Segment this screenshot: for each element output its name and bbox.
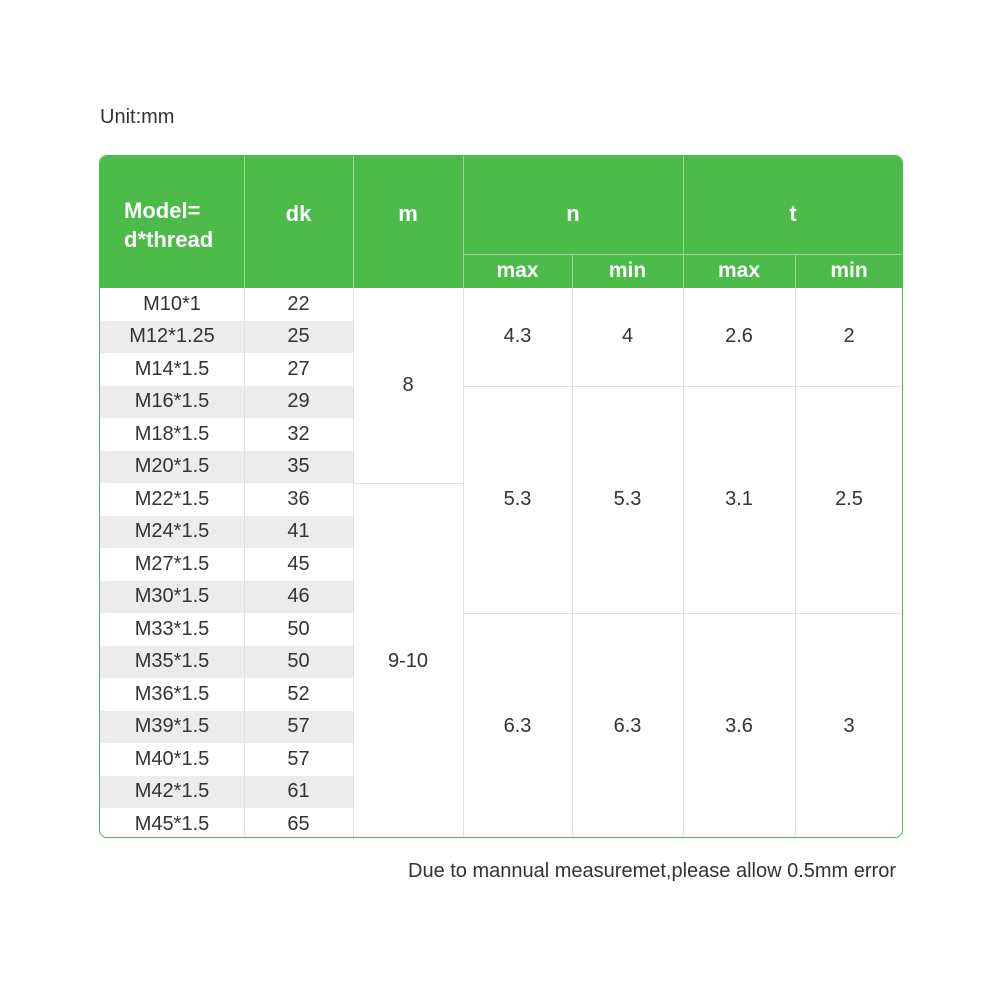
header-n-min: min <box>608 259 647 282</box>
header-model-line2: d*thread <box>124 227 214 252</box>
dk-cell: 32 <box>287 422 310 445</box>
dk-cell: 57 <box>287 747 310 770</box>
footnote: Due to mannual measuremet,please allow 0.5mm error <box>408 860 896 882</box>
dk-cell: 50 <box>287 617 310 640</box>
model-cell: M12*1.25 <box>129 325 215 348</box>
model-cell: M40*1.5 <box>134 747 210 770</box>
t-min-cell: 2.5 <box>835 487 863 510</box>
column-divider <box>572 288 573 838</box>
header-divider <box>463 254 903 255</box>
header-divider <box>244 156 245 288</box>
header-t-min: min <box>830 259 868 282</box>
model-cell: M36*1.5 <box>134 682 210 705</box>
model-cell: M18*1.5 <box>134 422 210 445</box>
header-n: n <box>566 200 580 226</box>
dk-cell: 35 <box>287 455 310 478</box>
model-cell: M30*1.5 <box>134 585 210 608</box>
dk-cell: 52 <box>287 682 310 705</box>
model-cell: M33*1.5 <box>134 617 210 640</box>
m-cell: 8 <box>402 374 414 396</box>
dk-cell: 57 <box>287 715 310 738</box>
dk-cell: 41 <box>287 520 310 543</box>
header-dk: dk <box>285 200 312 226</box>
header-m: m <box>398 200 418 226</box>
unit-label: Unit:mm <box>100 106 175 128</box>
model-cell: M39*1.5 <box>134 715 210 738</box>
spec-table <box>99 155 903 838</box>
model-cell: M20*1.5 <box>134 455 210 478</box>
column-divider <box>353 288 354 838</box>
model-cell: M10*1 <box>143 292 201 315</box>
model-cell: M16*1.5 <box>134 390 210 413</box>
t-max-cell: 2.6 <box>725 325 753 348</box>
dk-cell: 25 <box>287 325 310 348</box>
model-cell: M14*1.5 <box>134 357 210 380</box>
header-t-max: max <box>717 259 761 282</box>
dk-cell: 46 <box>287 585 310 608</box>
header-model-line1: Model= <box>124 198 201 223</box>
t-max-cell: 3.6 <box>725 715 753 738</box>
dk-cell: 50 <box>287 650 310 673</box>
column-divider <box>795 288 796 838</box>
header-t: t <box>789 200 797 226</box>
dk-cell: 45 <box>287 552 310 575</box>
model-cell: M45*1.5 <box>134 812 210 835</box>
header-divider <box>353 156 354 288</box>
header-divider <box>463 156 464 288</box>
model-cell: M24*1.5 <box>134 520 210 543</box>
header-divider <box>795 254 796 288</box>
dk-cell: 65 <box>287 812 310 835</box>
model-cell: M35*1.5 <box>134 650 210 673</box>
header-divider <box>683 156 684 288</box>
m-cell: 9-10 <box>387 650 429 673</box>
dk-cell: 61 <box>287 780 310 803</box>
dk-cell: 36 <box>287 487 310 510</box>
header-divider <box>572 254 573 288</box>
model-cell: M42*1.5 <box>134 780 210 803</box>
n-min-cell: 4 <box>621 325 634 348</box>
n-min-cell: 6.3 <box>613 715 642 738</box>
column-divider <box>463 288 464 838</box>
group-divider <box>353 483 463 484</box>
column-divider <box>244 288 245 838</box>
table-header <box>100 156 902 288</box>
header-n-max: max <box>496 259 539 282</box>
n-max-cell: 5.3 <box>503 487 532 510</box>
dk-cell: 22 <box>287 292 310 315</box>
model-cell: M27*1.5 <box>134 552 210 575</box>
t-min-cell: 2 <box>843 325 855 348</box>
n-min-cell: 5.3 <box>613 487 642 510</box>
header-model <box>124 196 213 254</box>
n-max-cell: 4.3 <box>503 325 532 348</box>
t-min-cell: 3 <box>843 715 855 738</box>
t-max-cell: 3.1 <box>725 487 753 510</box>
column-divider <box>683 288 684 838</box>
model-cell: M22*1.5 <box>134 487 210 510</box>
dk-cell: 29 <box>287 390 310 413</box>
dk-cell: 27 <box>287 357 310 380</box>
n-max-cell: 6.3 <box>503 715 532 738</box>
